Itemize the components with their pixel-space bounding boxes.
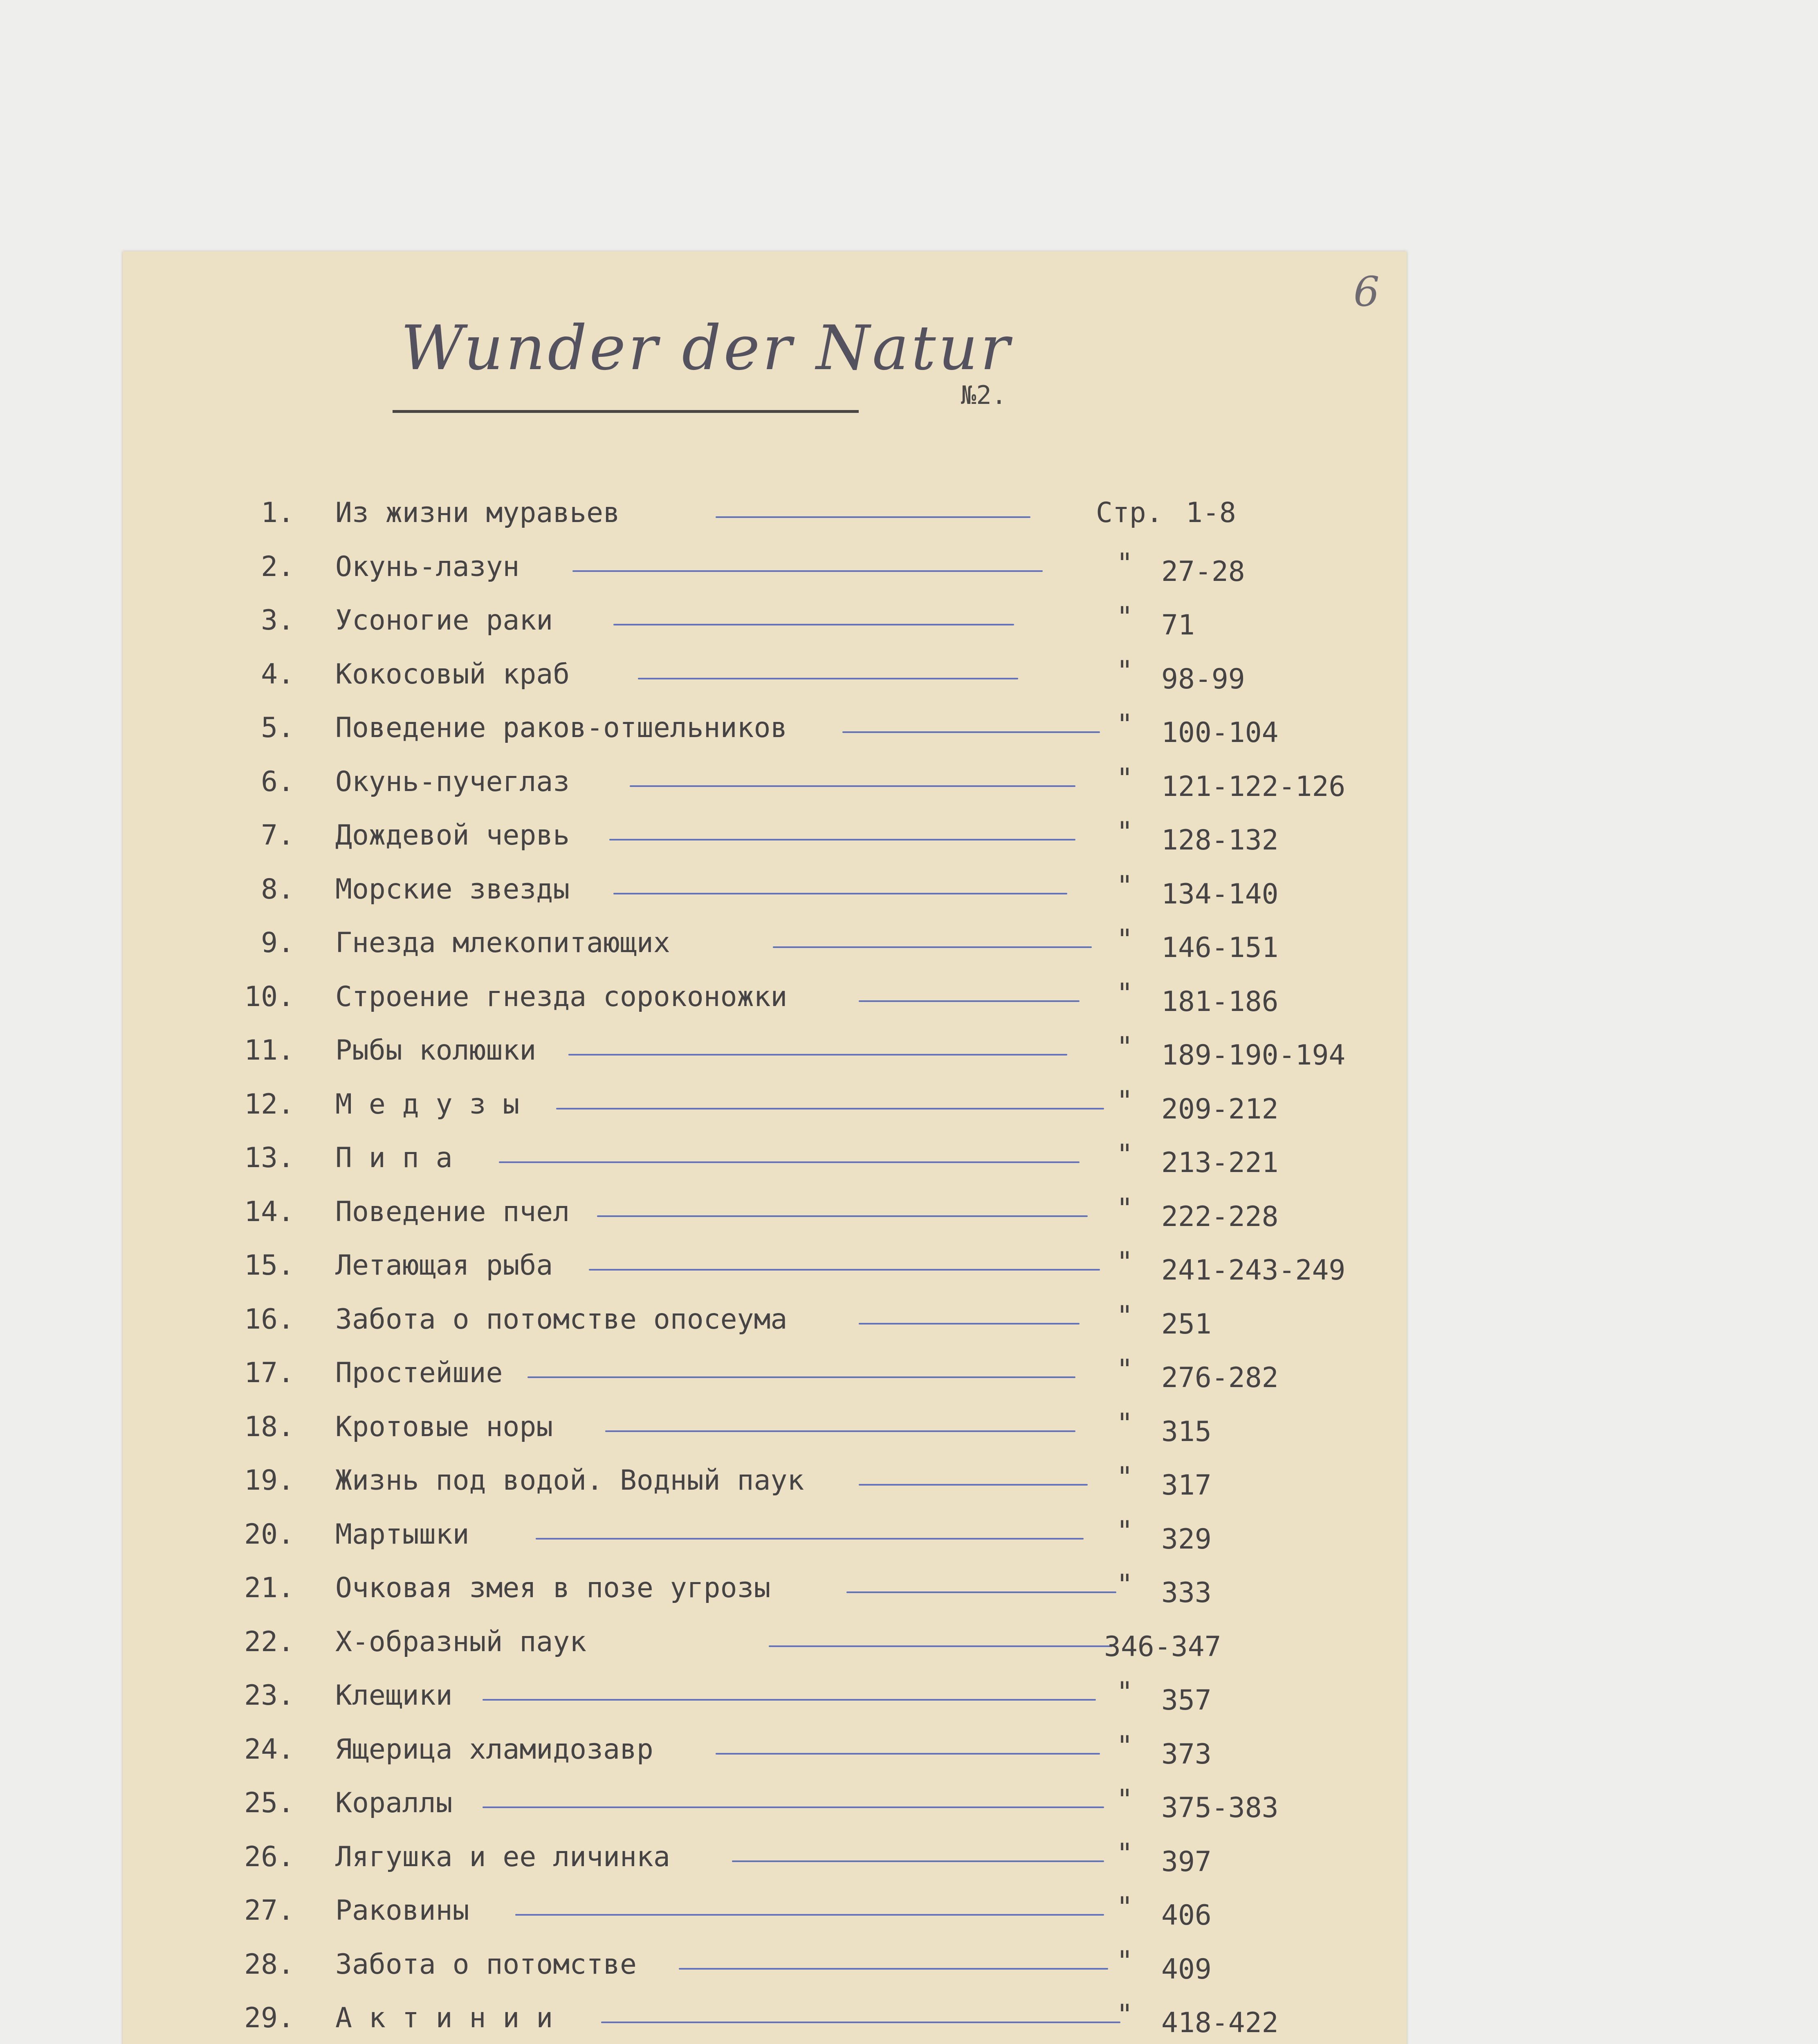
entry-title: Простейшие (335, 1357, 503, 1389)
entry-pages: 71 (1161, 609, 1195, 641)
entry-pages: 251 (1161, 1308, 1212, 1340)
entry-title: А к т и н и и (335, 2002, 553, 2034)
list-item (123, 1399, 1407, 1452)
handwritten-title: Wunder der Natur (401, 313, 1012, 384)
entry-pages: 1-8 (1186, 497, 1236, 529)
list-item (123, 1614, 1407, 1667)
entry-title: Жизнь под водой. Водный паук (335, 1464, 804, 1497)
list-item (123, 1990, 1407, 2043)
list-item (123, 699, 1407, 753)
entry-number: 22. (244, 1625, 294, 1658)
ditto-mark: " (1116, 816, 1133, 848)
list-item (123, 1345, 1407, 1398)
entry-title: Усоногие раки (335, 604, 553, 637)
entry-number: 12. (244, 1088, 294, 1121)
entry-title: Мартышки (335, 1518, 469, 1551)
entry-pages: 100-104 (1161, 717, 1279, 749)
entry-number: 23. (244, 1679, 294, 1712)
entry-pages: 317 (1161, 1469, 1212, 1502)
list-item (123, 1721, 1407, 1775)
pencil-leader-line (483, 1806, 1104, 1808)
entry-number: 5. (261, 712, 294, 744)
entry-pages: 27-28 (1161, 555, 1245, 588)
list-item (123, 1183, 1407, 1237)
entry-pages: 276-282 (1161, 1362, 1279, 1394)
entry-pages: 213-221 (1161, 1147, 1279, 1179)
pencil-leader-line (679, 1968, 1108, 1970)
entry-title: Из жизни муравьев (335, 497, 620, 529)
entry-number: 19. (244, 1464, 294, 1497)
entry-number: 14. (244, 1195, 294, 1228)
pencil-leader-line (556, 1108, 1104, 1109)
entry-number: 13. (244, 1142, 294, 1174)
pencil-leader-line (609, 839, 1075, 840)
entry-pages: 375-383 (1161, 1792, 1279, 1824)
list-item (123, 807, 1407, 861)
list-item (123, 1130, 1407, 1183)
pencil-leader-line (842, 731, 1100, 733)
pencil-leader-line (515, 1914, 1104, 1916)
pencil-leader-line (859, 1484, 1088, 1486)
entry-number: 26. (244, 1840, 294, 1873)
entry-title: Лягушка и ее личинка (335, 1840, 670, 1873)
pencil-leader-line (846, 1591, 1116, 1593)
entry-number: 21. (244, 1572, 294, 1604)
ditto-mark: " (1116, 923, 1133, 956)
list-item (123, 1829, 1407, 1882)
ditto-mark: " (1116, 762, 1133, 795)
pencil-leader-line (589, 1269, 1100, 1271)
entry-pages: 329 (1161, 1523, 1212, 1555)
entry-title: М е д у з ы (335, 1088, 520, 1121)
list-item (123, 1560, 1407, 1613)
ditto-mark: Стр. (1096, 497, 1163, 529)
ditto-mark: " (1116, 1407, 1133, 1440)
list-item (123, 1882, 1407, 1936)
entry-number: 15. (244, 1249, 294, 1282)
title-underline (393, 410, 859, 413)
ditto-mark: " (1116, 1676, 1133, 1708)
entry-number: 17. (244, 1357, 294, 1389)
entry-number: 20. (244, 1518, 294, 1551)
list-item (123, 1076, 1407, 1130)
entry-pages: 121-122-126 (1161, 770, 1346, 803)
ditto-mark: " (1116, 1192, 1133, 1225)
entry-title: Дождевой червь (335, 819, 570, 852)
list-item (123, 1775, 1407, 1828)
entry-number: 16. (244, 1303, 294, 1336)
ditto-mark: " (1116, 654, 1133, 687)
entry-number: 27. (244, 1894, 294, 1927)
entry-title: Забота о потомстве опосеума (335, 1303, 788, 1336)
entry-number: 11. (244, 1034, 294, 1067)
entry-title: Строение гнезда сороконожки (335, 980, 788, 1013)
entry-pages: 315 (1161, 1415, 1212, 1448)
entry-title: Клещики (335, 1679, 453, 1712)
list-item (123, 1237, 1407, 1291)
entry-number: 1. (261, 497, 294, 529)
pencil-leader-line (605, 1430, 1075, 1432)
entry-title: Летающая рыба (335, 1249, 553, 1282)
list-item (123, 1667, 1407, 1721)
entry-title: Забота о потомстве (335, 1948, 637, 1981)
entry-number: 4. (261, 658, 294, 690)
entry-pages: 406 (1161, 1899, 1212, 1932)
ditto-mark: " (1116, 1730, 1133, 1762)
entry-pages: 418-422 (1161, 2007, 1279, 2039)
ditto-mark: " (1116, 1515, 1133, 1547)
list-item (123, 484, 1407, 538)
entry-title: Окунь-лазун (335, 550, 520, 583)
list-item (123, 592, 1407, 645)
ditto-mark: " (1116, 1837, 1133, 1870)
ditto-mark: " (1116, 1945, 1133, 1977)
ditto-mark: " (1116, 1891, 1133, 1923)
entry-pages: 209-212 (1161, 1093, 1279, 1125)
ditto-mark: " (1116, 1999, 1133, 2031)
pencil-leader-line (499, 1161, 1080, 1163)
entry-pages: 146-151 (1161, 932, 1279, 964)
pencil-leader-line (601, 2022, 1120, 2023)
pencil-leader-line (568, 1054, 1067, 1056)
entry-pages: 134-140 (1161, 878, 1279, 910)
entry-title: П и п а (335, 1142, 453, 1174)
ditto-mark: " (1116, 870, 1133, 902)
entry-title: Кораллы (335, 1787, 453, 1819)
ditto-mark: " (1116, 1085, 1133, 1117)
entry-pages: 128-132 (1161, 824, 1279, 856)
ditto-mark: " (1116, 977, 1133, 1010)
entry-number: 8. (261, 873, 294, 905)
list-item (123, 968, 1407, 1022)
entry-number: 3. (261, 604, 294, 637)
ditto-mark: " (1116, 1461, 1133, 1493)
entry-number: 24. (244, 1733, 294, 1766)
entry-number: 18. (244, 1410, 294, 1443)
entry-number: 29. (244, 2002, 294, 2034)
entry-pages: 373 (1161, 1738, 1212, 1771)
ditto-mark: " (1116, 547, 1133, 580)
entry-title: Ящерица хламидозавр (335, 1733, 653, 1766)
title (393, 296, 1047, 419)
entry-pages: 397 (1161, 1845, 1212, 1878)
pencil-leader-line (732, 1860, 1104, 1862)
ditto-mark: " (1116, 1569, 1133, 1601)
list-item (123, 861, 1407, 914)
title-number: №2. (961, 380, 1007, 410)
entry-pages: 357 (1161, 1684, 1212, 1717)
entry-pages: 346-347 (1104, 1630, 1221, 1663)
ditto-mark: " (1116, 708, 1133, 741)
entry-title: Рыбы колюшки (335, 1034, 536, 1067)
entry-number: 10. (244, 980, 294, 1013)
entry-number: 9. (261, 927, 294, 959)
entry-pages: 98-99 (1161, 663, 1245, 695)
pencil-leader-line (527, 1376, 1075, 1378)
list-item (123, 646, 1407, 699)
entry-number: 7. (261, 819, 294, 852)
entry-pages: 189-190-194 (1161, 1039, 1346, 1071)
entry-title: Раковины (335, 1894, 469, 1927)
list-item (123, 1022, 1407, 1076)
ditto-mark: " (1116, 1031, 1133, 1063)
pencil-leader-line (769, 1645, 1112, 1647)
entry-title: Морские звезды (335, 873, 570, 905)
entry-title: Кротовые норы (335, 1410, 553, 1443)
list-item (123, 1291, 1407, 1345)
ditto-mark: " (1116, 1354, 1133, 1386)
entry-number: 25. (244, 1787, 294, 1819)
ditto-mark: " (1116, 1784, 1133, 1816)
pencil-leader-line (859, 1000, 1080, 1002)
pencil-leader-line (630, 785, 1075, 787)
entry-title: Кокосовый краб (335, 658, 570, 690)
list-item (123, 1936, 1407, 1990)
entry-title: Поведение пчел (335, 1195, 570, 1228)
entry-title: Поведение раков-отшельников (335, 712, 788, 744)
pencil-leader-line (716, 516, 1030, 518)
list-item (123, 538, 1407, 592)
entry-pages: 333 (1161, 1577, 1212, 1609)
list-item (123, 1506, 1407, 1560)
entry-pages: 222-228 (1161, 1200, 1279, 1233)
ditto-mark: " (1116, 601, 1133, 633)
entry-title: Гнезда млекопитающих (335, 927, 670, 959)
list-item (123, 914, 1407, 968)
entry-title: Окунь-пучеглаз (335, 765, 570, 798)
list-item (123, 1452, 1407, 1506)
pencil-leader-line (638, 678, 1018, 679)
entry-number: 6. (261, 765, 294, 798)
pencil-leader-line (859, 1323, 1080, 1325)
ditto-mark: " (1116, 1300, 1133, 1332)
entry-pages: 409 (1161, 1953, 1212, 1986)
pencil-leader-line (483, 1699, 1096, 1701)
pencil-leader-line (716, 1753, 1100, 1755)
pencil-leader-line (773, 946, 1092, 948)
ditto-mark: " (1116, 1246, 1133, 1278)
page-number: 6 (1353, 268, 1380, 316)
list-item (123, 753, 1407, 807)
entry-number: 2. (261, 550, 294, 583)
pencil-leader-line (536, 1538, 1084, 1540)
entry-title: Очковая змея в позе угрозы (335, 1572, 771, 1604)
pencil-leader-line (613, 624, 1014, 625)
entry-number: 28. (244, 1948, 294, 1981)
pencil-leader-line (613, 893, 1067, 894)
entry-title: Х-образный паук (335, 1625, 587, 1658)
ditto-mark: " (1116, 1139, 1133, 1171)
pencil-leader-line (572, 570, 1043, 572)
document-sheet (123, 251, 1407, 2044)
pencil-leader-line (597, 1215, 1088, 1217)
entry-pages: 241-243-249 (1161, 1254, 1346, 1286)
entry-pages: 181-186 (1161, 985, 1279, 1018)
